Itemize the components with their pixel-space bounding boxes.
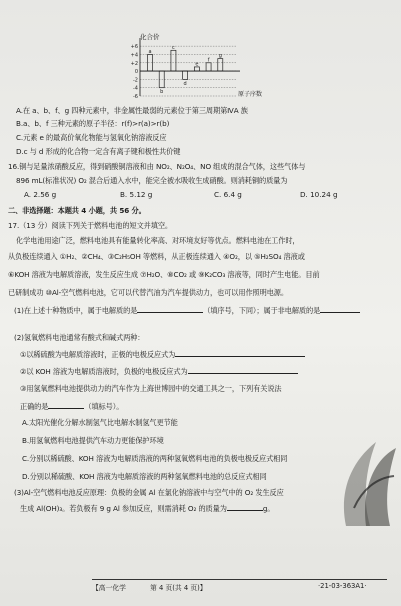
- answer-blank: [227, 503, 263, 511]
- y-tick-label: +4: [130, 52, 138, 59]
- passage-line3: ⑥KOH 溶液为电解质溶液，发生反应生成 ⑦H₂O、⑧CO₂ 或 ⑨K₂CO₃ 溶液等，同时产生电能。目前: [8, 270, 320, 279]
- passage-line1: 化学电池用途广泛，燃料电池具有能量转化率高、对环境友好等优点。燃料电池在工作时，: [16, 236, 300, 245]
- answer-blank: [175, 349, 305, 357]
- q17-2-3-answer: [20, 401, 393, 412]
- bar-f: [206, 63, 211, 71]
- y-tick-label: 0: [134, 69, 138, 76]
- q17-3-unit: g。: [262, 504, 275, 513]
- q17-2-3-text: 正确的是: [20, 402, 49, 411]
- y-tick-label: -4: [133, 85, 138, 92]
- y-tick-label: +2: [130, 60, 138, 67]
- section-heading: 二、非选择题：本题共 4 小题，共 56 分。: [8, 206, 146, 215]
- q17-3-line1: (3)Al-空气燃料电池反应原理：负极的金属 Al 在氯化钠溶液中与空气中的 O₂ 发生反应: [14, 488, 284, 497]
- footer-code: ·21-03-363A1·: [318, 582, 367, 590]
- q16-option-a: A. 2.56 g: [24, 190, 57, 199]
- q17-1-part2: （填序号，下同）；属于非电解质的是: [203, 306, 321, 315]
- q17-3-text: 生成 Al(OH)₃。若负极有 9 g Al 参加反应，则需消耗 O₂ 的质量为: [20, 504, 227, 513]
- bar-e: [194, 67, 199, 71]
- q16-option-c: C. 6.4 g: [214, 190, 242, 199]
- bar-label-a: a: [148, 48, 152, 55]
- y-tick-label: -6: [133, 94, 138, 100]
- answer-blank: [48, 401, 84, 409]
- valence-bar-chart: [118, 32, 268, 104]
- bar-label-d: d: [183, 80, 187, 87]
- footer-rule: [92, 579, 387, 580]
- answer-blank: [137, 305, 203, 313]
- chart-xlabel: 原子序数: [238, 91, 263, 98]
- q17-1: [14, 305, 393, 316]
- bar-label-c: c: [172, 44, 175, 51]
- q15-option-c: C.元素 e 的最高价氧化物能与氢氧化钠溶液反应: [16, 133, 167, 142]
- q17-2-2-text: ②以 KOH 溶液为电解质溶液时，负极的电极反应式为: [20, 367, 188, 376]
- footer-page-number: 第 4 页(共 4 页)】: [150, 584, 207, 592]
- bar-label-e: e: [195, 61, 199, 68]
- q15-option-d: D.c 与 d 形成的化合物一定含有离子键和极性共价键: [16, 147, 181, 156]
- q17-option-b: B.用氢氧燃料电池提供汽车动力更能保护环境: [22, 436, 164, 445]
- bar-c: [171, 50, 176, 71]
- passage-line2: 从负极连续通入 ①H₂、②CH₄、③C₂H₅OH 等燃料，从正极连续通入 ④O₂，以 ⑤H₂SO₄ 溶液或: [8, 252, 305, 261]
- q17-2-1: [20, 349, 393, 360]
- q16-option-d: D. 10.24 g: [300, 190, 338, 199]
- chart-ylabel: 化合价: [140, 33, 160, 41]
- bar-g: [218, 59, 223, 71]
- q17-option-d: D.分别以稀硫酸、KOH 溶液为电解质溶液的两种氢氧燃料电池的总反应式相同: [22, 472, 267, 481]
- q17-1-part1: (1)在上述十种物质中，属于电解质的是: [14, 306, 138, 315]
- y-tick-label: +6: [130, 44, 138, 51]
- bar-label-b: b: [160, 89, 164, 96]
- q17-2-3: ③用氢氧燃料电池提供动力的汽车作为上海世博园中的交通工具之一，下列有关说法: [20, 384, 282, 393]
- footer-subject: 【高一化学: [92, 584, 126, 592]
- q16-stem-line2: 896 mL(标准状况) O₂ 混合后通入水中，能完全被水吸收生成硝酸。则消耗铜的质量为: [16, 176, 288, 185]
- bar-label-g: g: [218, 53, 222, 60]
- q17-option-a: A.太阳光催化分解水制氢气比电解水制氢气更节能: [22, 418, 178, 427]
- answer-blank: [188, 366, 298, 374]
- page-curl-shadow: [336, 438, 400, 528]
- passage-line4: 已研制成功 ⑩Al-空气燃料电池，它可以代替汽油为汽车提供动力，也可以用作照明电源。: [8, 288, 288, 297]
- answer-blank: [320, 305, 360, 313]
- q15-option-a: A.在 a、b、f、g 四种元素中，非金属性最弱的元素位于第三周期第ⅣA 族: [16, 106, 248, 115]
- q17-2-intro: (2)氢氧燃料电池通常有酸式和碱式两种：: [14, 333, 145, 342]
- q16-stem-line1: 16.铜与足量浓硝酸反应，得到硝酸铜溶液和由 NO₂、N₂O₄、NO 组成的混合气体，这些气体与: [8, 162, 306, 171]
- bar-label-f: f: [207, 57, 210, 64]
- q15-option-b: B.a、b、f 三种元素的原子半径：r(f)>r(a)>r(b): [16, 119, 170, 128]
- q17-2-2: [20, 366, 393, 377]
- q16-option-b: B. 5.12 g: [120, 190, 153, 199]
- q17-2-1-text: ①以稀硫酸为电解质溶液时，正极的电极反应式为: [20, 350, 176, 359]
- bar-d: [183, 71, 188, 79]
- q17-title: 17.（13 分）阅读下列关于燃料电池的短文并填空。: [8, 221, 173, 230]
- y-tick-label: -2: [133, 77, 138, 84]
- q17-2-3-tail: （填标号）。: [84, 402, 124, 411]
- page-footer: [0, 582, 401, 596]
- chart-axes: [131, 38, 240, 100]
- q17-option-c: C.分别以稀硫酸、KOH 溶液为电解质溶液的两种氢氧燃料电池的负极电极反应式相同: [22, 454, 288, 463]
